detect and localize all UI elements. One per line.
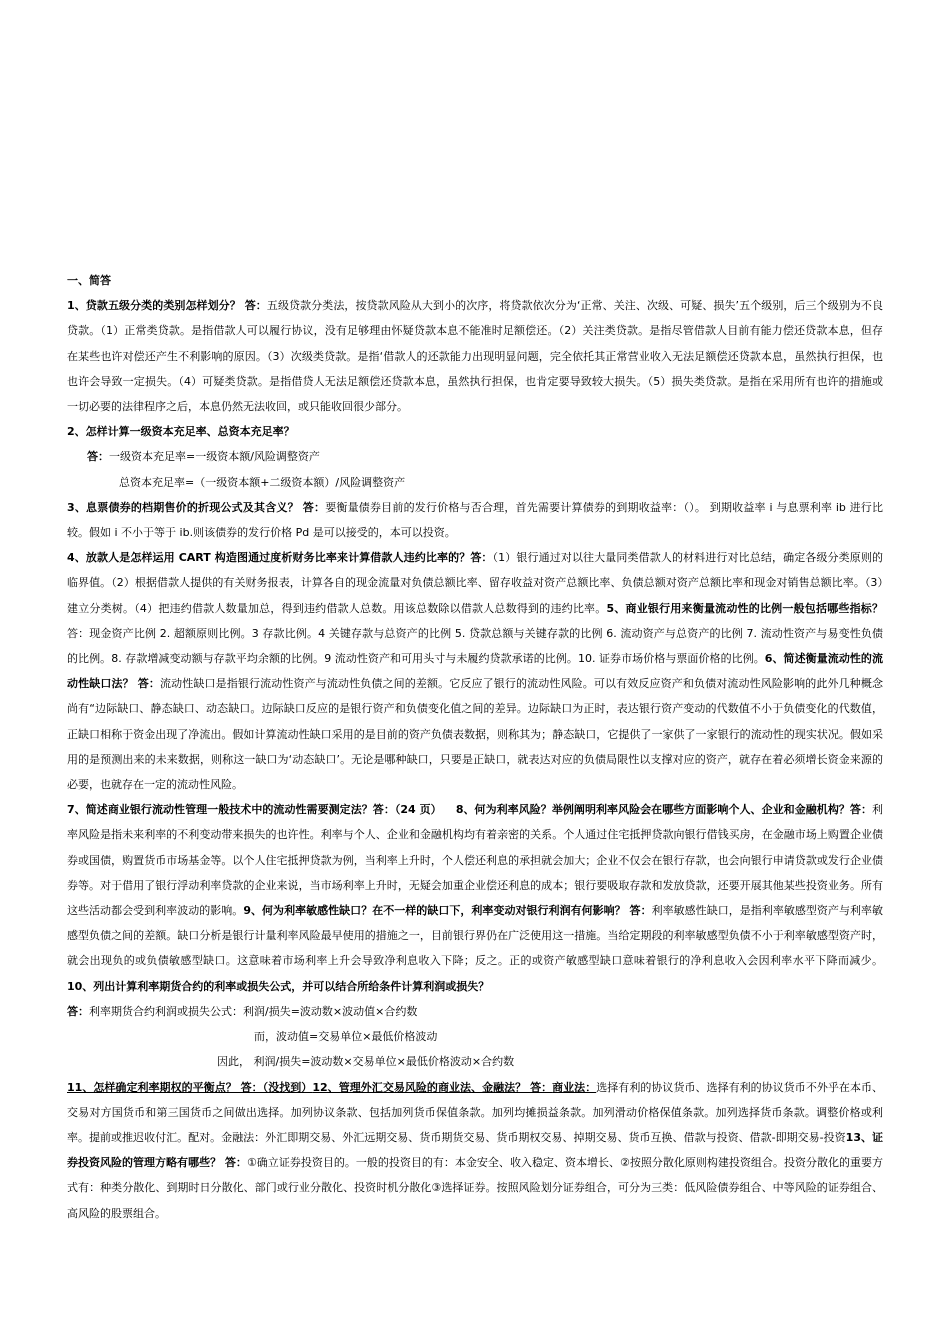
answer-10-line-2 (67, 1024, 883, 1049)
question-3 (67, 495, 883, 545)
question-8-text: 8、何为利率风险？举例阐明利率风险会在哪些方面影响个人、企业和金融机构？答： (455, 803, 872, 817)
question-2 (67, 419, 883, 444)
answer-4-text: （1）银行通过对以往大量同类借款人的材料进行对比总结，确定各级分类原则的临界值。（2）根据借款人提供的有关财务报表，计算各自的现金流量对负债总额比率、留存收益对资产总额比率、负债总额对资产总额比率和现金对销售总额比率。（3）建立分类树。（4）把违约借款人数量加总，得到违约借款人总数。用该总数除以借款人总数得到的违约比率。 (67, 551, 883, 615)
question-1 (67, 293, 883, 419)
question-12-text: 12、管理外汇交易风险的商业法、金融法？ 答： (312, 1080, 553, 1094)
question-5-text: 5、商业银行用来衡量流动性的比例一般包括哪些指标？ (606, 601, 884, 615)
answer-12-label: 商业法： (552, 1080, 597, 1094)
question-text: 3、息票债券的档期售价的折现公式及其含义？ 答： (67, 500, 326, 514)
question-7-8-9-10 (67, 797, 883, 999)
section-title: 一、简答 (67, 274, 111, 287)
question-4-5-6 (67, 545, 883, 797)
formula-tier1: 一级资本充足率=一级资本额/风险调整资产 (109, 450, 320, 464)
question-4-text: 4、放款人是怎样运用 CART 构造图通过度析财务比率来计算借款人违约比率的？答： (67, 551, 493, 565)
answer-text: 五级贷款分类法，按贷款风险从大到小的次序，将贷款依次分为‘正常、关注、次级、可疑、损失’五个级别，后三个级别为不良贷款。（1）正常类贷款。是指借款人可以履行协议，没有足够理由怀疑贷款本息不能准时足额偿还。（2）关注类贷款。是指尽管借款人目前有能力偿还贷款本息，但存在某些也许对偿还产生不利影响的原因。（3）次级类贷款。是指‘借款人的还款能力出现明显问题，完全依托其正常营业收入无法足额偿还贷款本息，虽然执行担保，也也许会导致一定损失。（4）可疑类贷款。是指借贷人无法足额偿还贷款本息，虽然执行担保，也肯定要导致较大损失。（5）损失类贷款。是指在采用所有也许的措施或一切必要的法律程序之后，本息仍然无法收回，或只能收回很少部分。 (67, 299, 883, 414)
answer-9-text: 利率敏感性缺口，是指利率敏感型资产与利率敏感型负债之间的差额。缺口分析是银行计量利率风险最早使用的措施之一，目前银行界仍在广泛使用这一措施。当给定期段的利率敏感型负债不小于利率敏感型资产时，就会出现负的或负债敏感型缺口。这意味着市场利率上升会导致净利息收入下降；反之。正的或资产敏感型缺口意味着银行的净利息收入会因利率水平下降而减少。 (67, 904, 884, 968)
answer-6-text: 流动性缺口是指银行流动性资产与流动性负债之间的差额。它反应了银行的流动性风险。可以有效反应资产和负债对流动性风险影响的此外几种概念尚有“边际缺口、静态缺口、动态缺口。边际缺口反应的是银行资产和负债变化值之间的差异。边际缺口为正时，表达银行资产变动的代数值不小于负债变化的代数值，正缺口相称于资金出现了净流出。假如计算流动性缺口采用的是目前的资产负债表数据，则称其为；静态缺口，它提供了一家供了一家银行的流动性的现实状况。假如采用的是预测出来的未来数据，则称这一缺口为‘动态缺口’。无论是哪种缺口，只要是正缺口，就表达对应的负债局限性以支撑对应的资产，就存在着必须增长资金来源的必要，也就存在一定的流动性风险。 (67, 677, 883, 792)
formula-profit-loss: 利率期货合约利润或损失公式：利润/损失=波动数×波动值×合约数 (89, 1004, 418, 1018)
answer-10-line-1 (67, 999, 883, 1024)
answer-8-text: 利率风险是指未来利率的不利变动带来损失的也许性。利率与个人、企业和金融机构均有着亲密的关系。个人通过住宅抵押贷款向银行借钱买房，在金融市场上购置企业债券或国债，购置货币市场基金等。以个人住宅抵押贷款为例，当利率上升时，个人偿还利息的承担就会加大；企业不仅会在银行存款，也会向银行申请贷款或发行企业债券等。对于借用了银行浮动利率贷款的企业来说，当市场利率上升时，无疑会加重企业偿还利息的成本；银行要吸取存款和发放贷款，还要开展其他某些投资业务。所有这些活动都会受到利率波动的影响。 (67, 803, 883, 918)
question-11-12-13 (67, 1075, 883, 1226)
answer-12-text: 选择有利的协议货币、选择有利的协议货币不外乎在本币、交易对方国货币和第三国货币之间做出选择。加列协议条款、包括加列货币保值条款。加列均摊损益条款。加列滑动价格保值条款。加列选择货币条款。调整价格或利率。提前或推迟收付汇。配对。金融法：外汇即期交易、外汇远期交易、货币期货交易、货币期权交易、掉期交易、货币互换、借款与投资、借款-即期交易-投资 (67, 1080, 883, 1144)
answer-2-line-1 (67, 444, 883, 469)
question-11-text: 11、怎样确定利率期权的平衡点？ 答：（没找到） (67, 1080, 313, 1094)
answer-5-text: 答：现金资产比例 2. 超额原则比例。3 存款比例。4 关键存款与总资产的比例 5. 贷款总额与关键存款的比例 6. 流动资产与总资产的比例 7. 流动性资产与易变性负债的比例。8. 存款增减变动额与存款平均余额的比例。9 流动性资产和可用头寸与未履约贷款承诺的比例。10. 证券市场价格与票面价格的比例。 (67, 626, 883, 666)
question-text: 1、贷款五级分类的类别怎样划分？ 答： (67, 299, 267, 313)
question-text: 2、怎样计算一级资本充足率、总资本充足率？ (67, 425, 295, 439)
question-7-text: 7、简述商业银行流动性管理一般技术中的流动性需要测定法？答：（24 页） (67, 803, 442, 817)
question-9-text: 9、何为利率敏感性缺口？在不一样的缺口下，利率变动对银行利润有何影响？ 答： (243, 904, 652, 918)
answer-text: 要衡量债券目前的发行价格与否合理，首先需要计算债券的到期收益率：（）。 到期收益率 i 与息票利率 ib 进行比较。假如 i 不小于等于 ib.则该债券的发行价格 Pd 是可以接受的，本可以投资。 (67, 500, 883, 540)
formula-total: 总资本充足率=（一级资本额+二级资本额）/风险调整资产 (119, 475, 406, 489)
answer-label: 答： (87, 450, 109, 464)
question-10-text: 10、列出计算利率期货合约的利率或损失公式，并可以结合所给条件计算利润或损失？ (67, 979, 490, 993)
question-13-text: 13、证券投资风险的管理方略有哪些？ 答： (67, 1130, 883, 1170)
document-body (67, 268, 883, 1226)
formula-profit-loss-expanded: 因此， 利润/损失=波动数×交易单位×最低价格波动×合约数 (217, 1055, 515, 1069)
formula-tick-value: 而，波动值=交易单位×最低价格波动 (254, 1030, 438, 1044)
question-6-text: 6、简述衡量流动性的流动性缺口法？ 答： (67, 652, 883, 691)
answer-2-line-2 (67, 470, 883, 495)
answer-label: 答： (67, 1004, 89, 1018)
answer-10-line-3 (67, 1049, 883, 1074)
answer-13-text: ①确立证券投资目的。一般的投资目的有：本金安全、收入稳定、资本增长、②按照分散化原则构建投资组合。投资分散化的重要方式有：种类分散化、到期时日分散化、部门或行业分散化、投资时机分散化③选择证券。按照风险划分证券组合，可分为三类：低风险债券组合、中等风险的证券组合、高风险的股票组合。 (67, 1156, 883, 1220)
